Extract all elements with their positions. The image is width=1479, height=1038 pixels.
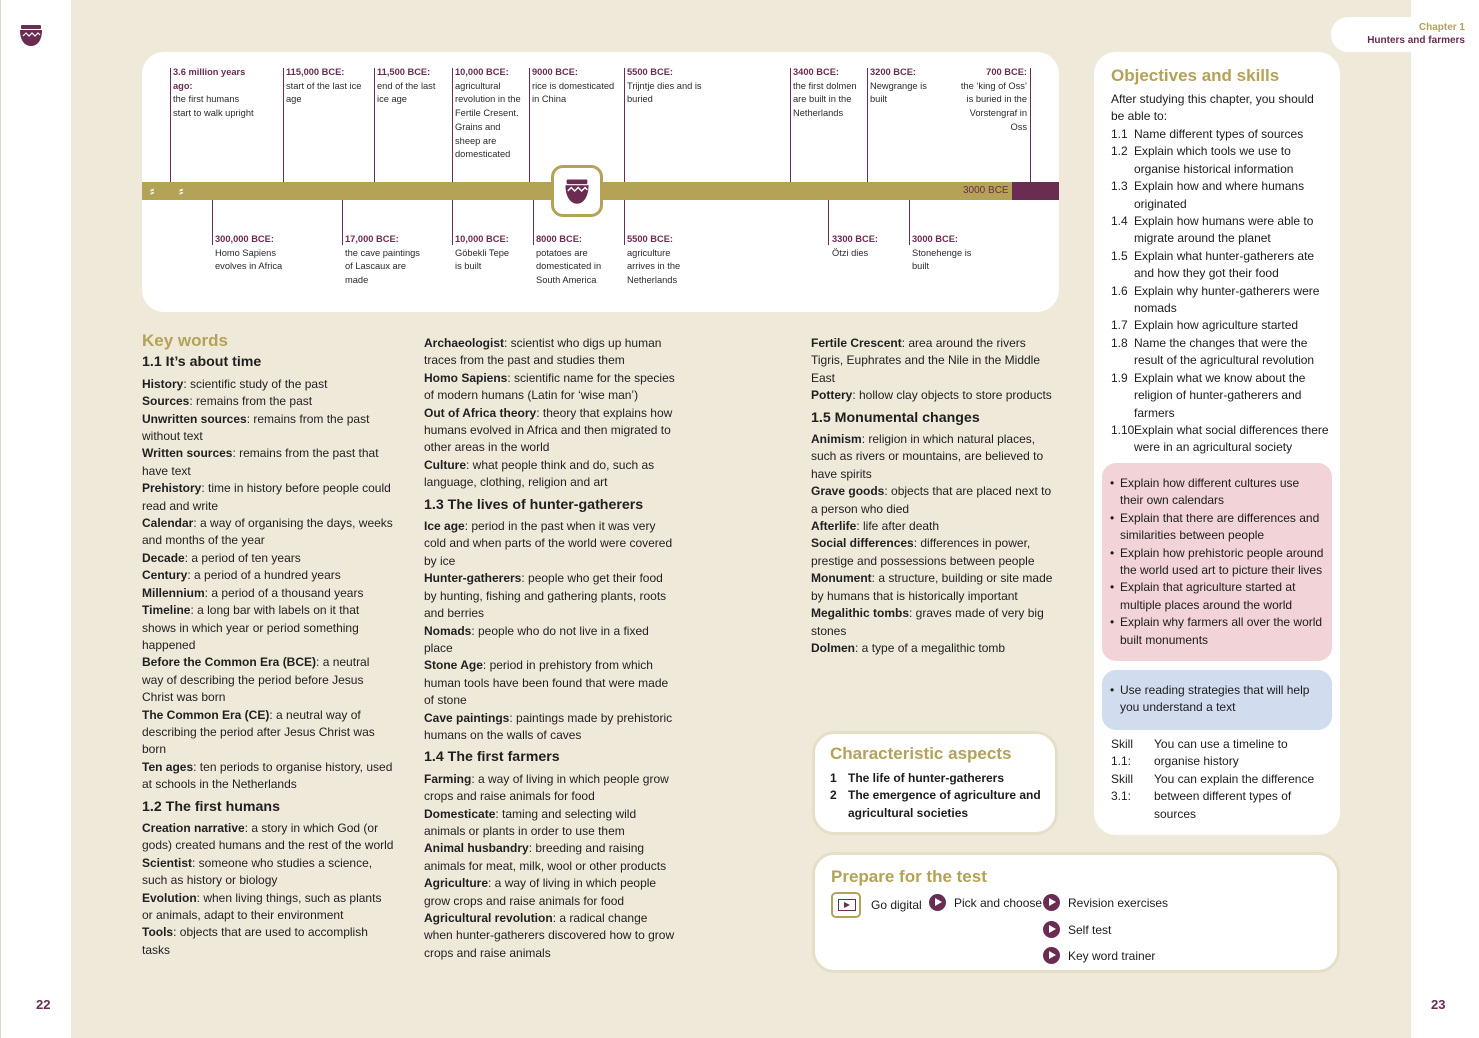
section-heading: 1.3 The lives of hunter-gatherers xyxy=(424,496,644,513)
timeline-marker xyxy=(909,200,910,245)
timeline-marker xyxy=(828,200,829,245)
objective-item xyxy=(1111,422,1333,457)
keyword-entry xyxy=(142,890,394,925)
keyword-definition: : period in prehistory from which human tools have been found that were made of stone xyxy=(424,658,669,708)
objectives-blue-box xyxy=(1102,670,1332,730)
objective-item xyxy=(1111,370,1333,422)
keyword-term: Evolution xyxy=(142,890,197,905)
timeline-event: 8000 BCE: potatoes are domesticated in South America xyxy=(536,234,602,286)
keyword-definition: : taming and selecting wild animals or plants in order to use them xyxy=(424,806,637,838)
keyword-definition: : people who get their food by hunting, fishing and gathering plants, roots and berries xyxy=(424,571,667,621)
keyword-entry xyxy=(424,457,678,492)
objective-number: 1.2 xyxy=(1111,144,1128,159)
keyword-term: Ten ages xyxy=(142,759,194,774)
keyword-term: Timeline xyxy=(142,603,191,618)
prepare-test-box xyxy=(812,852,1340,973)
section-heading: 1.1 It’s about time xyxy=(142,354,262,371)
timeline-break-icon: ⸗ xyxy=(150,183,155,198)
keyword-definition: : a type of a megalithic tomb xyxy=(855,640,1006,655)
keyword-definition: : objects that are used to accomplish tasks xyxy=(142,925,368,957)
keyword-entry xyxy=(142,707,394,759)
keyword-definition: : objects that are placed next to a person who died xyxy=(811,484,1052,516)
timeline-event: 5500 BCE: Trijntje dies and is buried xyxy=(627,67,702,105)
objective-text: Explain what hunter-gatherers ate and how they got their food xyxy=(1134,248,1315,281)
objective-number: 1.4 xyxy=(1111,214,1128,229)
keyword-entry xyxy=(142,376,394,393)
pick-and-choose-link[interactable]: Pick and choose xyxy=(929,894,1042,911)
keyword-term: Century xyxy=(142,568,188,583)
keyword-term: Out of Africa theory xyxy=(424,405,537,420)
bullet-icon: • xyxy=(1110,683,1115,697)
keyword-term: Sources xyxy=(142,394,190,409)
bullet-text: Explain how different cultures use their own calendars xyxy=(1120,476,1300,508)
keyword-definition: : area around the rivers Tigris, Euphrates and the Nile in the Middle East xyxy=(811,336,1041,385)
objective-bullet xyxy=(1110,614,1324,649)
keyword-term: Megalithic tombs xyxy=(811,606,910,621)
objective-item xyxy=(1111,335,1333,370)
timeline-marker xyxy=(1030,68,1031,182)
characteristic-item: 2 The emergence of agriculture and agricultural societies xyxy=(830,788,1041,820)
timeline-pot-badge xyxy=(551,165,603,217)
keyword-term: Fertile Crescent xyxy=(811,336,902,350)
timeline-marker xyxy=(342,200,343,245)
keyword-term: Culture xyxy=(424,457,466,472)
keyword-term: Grave goods xyxy=(811,484,885,499)
keyword-entry xyxy=(142,924,394,959)
page-number-left: 22 xyxy=(36,997,51,1012)
timeline-marker xyxy=(283,68,284,182)
play-icon xyxy=(1043,894,1060,911)
timeline-event: 115,000 BCE: start of the last ice age xyxy=(286,67,362,105)
objective-item xyxy=(1111,126,1333,143)
keyword-term: Animism xyxy=(811,432,862,447)
timeline-event: 17,000 BCE: the cave paintings of Lascaux are made xyxy=(345,234,420,286)
keyword-definition: : a way of living in which people grow crops and raise animals for food xyxy=(424,771,669,804)
keyword-definition: : people who do not live in a fixed place xyxy=(424,623,649,655)
objective-number: 1.1 xyxy=(1111,127,1128,141)
bullet-text: Explain that there are differences and similarities between people xyxy=(1120,510,1320,543)
keyword-entry xyxy=(811,387,1061,404)
page-number-right: 23 xyxy=(1431,997,1446,1012)
keyword-term: Monument xyxy=(811,571,872,586)
keyword-term: Hunter-gatherers xyxy=(424,571,522,586)
characteristic-title: Characteristic aspects xyxy=(830,744,1012,763)
objective-number: 1.5 xyxy=(1111,248,1128,263)
keyword-term: Animal husbandry xyxy=(424,841,529,856)
keyword-entry xyxy=(424,875,678,910)
keyword-term: Tools xyxy=(142,925,174,940)
keyword-entry xyxy=(142,602,394,654)
pot-icon xyxy=(562,176,592,206)
keyword-definition: : time in history before people could read and write xyxy=(142,481,391,513)
prepare-test-title: Prepare for the test xyxy=(831,867,987,886)
keyword-definition: : a period of a hundred years xyxy=(187,568,341,583)
keyword-entry xyxy=(424,806,678,841)
keyword-definition: : life after death xyxy=(856,519,940,534)
keyword-entry xyxy=(424,840,678,875)
objective-bullet xyxy=(1110,579,1324,614)
chapter-label: Chapter 1 xyxy=(1418,22,1465,33)
skill-item: Skill 3.1: You can explain the difference between different types of sources xyxy=(1111,771,1315,821)
timeline-marker xyxy=(529,68,530,182)
section-heading: 1.5 Monumental changes xyxy=(811,409,980,426)
keyword-definition: : graves made of very big stones xyxy=(811,606,1044,638)
keyword-definition: : a neutral way of describing the period after Jesus Christ was born xyxy=(142,707,375,757)
skills-list xyxy=(1111,736,1333,823)
timeline-marker xyxy=(624,68,625,182)
keyword-definition: : hollow clay objects to store products xyxy=(852,388,1052,403)
timeline-marker xyxy=(867,68,868,182)
objective-text: Explain which tools we use to organise historical information xyxy=(1134,144,1294,176)
timeline-event: 5500 BCE: agriculture arrives in the Netherlands xyxy=(627,234,681,286)
bullet-icon: • xyxy=(1110,510,1115,525)
keyword-entry xyxy=(811,570,1061,605)
keywords-title: Key words xyxy=(142,331,228,350)
keyword-definition: : scientist who digs up human traces from the past and studies them xyxy=(424,336,662,368)
objective-bullet xyxy=(1110,475,1324,510)
keywords-column-3 xyxy=(811,335,1061,657)
objective-number: 1.7 xyxy=(1111,318,1128,333)
keyword-entry xyxy=(811,518,1061,535)
keyword-entry xyxy=(142,585,394,602)
keyword-entry xyxy=(142,567,394,584)
keyword-entry xyxy=(142,411,394,446)
keywords-column-2 xyxy=(424,335,678,962)
bullet-icon: • xyxy=(1110,615,1115,630)
keyword-definition: : what people think and do, such as language, clothing, religion and art xyxy=(424,457,655,490)
timeline-event: 10,000 BCE: Göbekli Tepe is built xyxy=(455,234,510,272)
timeline-marker xyxy=(374,68,375,182)
objective-item xyxy=(1111,143,1333,178)
bullet-icon: • xyxy=(1110,476,1115,490)
keyword-term: Cave paintings xyxy=(424,710,510,725)
keyword-term: Stone Age xyxy=(424,658,483,673)
skill-item: Skill 1.1: You can use a timeline to organise history xyxy=(1111,737,1288,769)
play-icon xyxy=(929,894,946,911)
keyword-definition: : religion in which natural places, such as rivers or mountains, are believed to have spirits xyxy=(811,432,1044,481)
timeline-event: 3200 BCE: Newgrange is built xyxy=(870,67,927,105)
laptop-icon xyxy=(831,892,861,918)
keyword-term: Farming xyxy=(424,771,472,786)
keyword-definition: : paintings made by prehistoric humans on the walls of caves xyxy=(424,710,673,742)
keyword-entry xyxy=(142,480,394,515)
keyword-entry xyxy=(424,405,678,457)
keyword-term: Pottery xyxy=(811,388,853,403)
keyword-term: Dolmen xyxy=(811,640,856,655)
keyword-definition: : a period of ten years xyxy=(184,550,301,565)
timeline-event: 300,000 BCE: Homo Sapiens evolves in Africa xyxy=(215,234,283,272)
objective-item xyxy=(1111,248,1333,283)
keyword-entry xyxy=(811,640,1061,657)
keyword-entry xyxy=(142,445,394,480)
keyword-definition: : breeding and raising animals for meat, milk, wool or other products xyxy=(424,841,667,873)
keyword-definition: : remains from the past xyxy=(189,394,313,409)
keyword-definition: : a way of organising the days, weeks and months of the year xyxy=(142,516,393,548)
keyword-definition: : a period of a thousand years xyxy=(204,585,364,600)
keyword-entry xyxy=(142,820,394,855)
objective-number: 1.3 xyxy=(1111,179,1128,194)
keyword-entry xyxy=(142,654,394,706)
objective-text: Name different types of sources xyxy=(1134,127,1304,141)
timeline-event: 11,500 BCE: end of the last ice age xyxy=(377,67,436,105)
objective-number: 1.10 xyxy=(1111,422,1135,437)
keyword-definition: : scientific name for the species of modern humans (Latin for ‘wise man’) xyxy=(424,370,675,403)
objective-item xyxy=(1111,213,1333,248)
timeline-marker xyxy=(212,200,213,245)
pot-logo-icon xyxy=(18,22,44,48)
go-digital-link[interactable]: Go digital xyxy=(831,892,922,918)
self-test-link[interactable]: Self test xyxy=(1043,921,1111,938)
timeline-marker xyxy=(533,200,534,245)
objective-text: Explain what social differences there were in an agricultural society xyxy=(1134,422,1329,455)
chapter-tab xyxy=(1331,17,1479,52)
objective-text: Explain how agriculture started xyxy=(1134,318,1299,333)
keyword-entry xyxy=(811,535,1061,570)
timeline-event: 9000 BCE: rice is domesticated in China xyxy=(532,67,615,105)
timeline-break-icon: ⸗ xyxy=(179,183,184,198)
keyword-entry xyxy=(811,431,1061,483)
objective-item xyxy=(1111,317,1333,334)
keyword-entry xyxy=(424,570,678,622)
timeline-marker xyxy=(452,200,453,245)
bullet-icon: • xyxy=(1110,545,1115,560)
keyword-definition: : a neutral way of describing the period before Jesus Christ was born xyxy=(142,655,370,705)
keyword-definition: : remains from the past that have text xyxy=(142,446,379,478)
timeline-bar-label: 3000 BCE xyxy=(963,185,1009,196)
keyword-term: Before the Common Era (BCE) xyxy=(142,655,317,670)
keyword-entry xyxy=(424,335,678,370)
keywords-column-1 xyxy=(142,332,394,959)
timeline-marker xyxy=(170,68,171,182)
keyword-term: Written sources xyxy=(142,446,233,461)
key-word-trainer-link[interactable]: Key word trainer xyxy=(1043,947,1155,964)
keyword-term: Scientist xyxy=(142,855,193,870)
keyword-term: Social differences xyxy=(811,536,914,551)
bullet-text: Explain why farmers all over the world built monuments xyxy=(1120,615,1323,647)
bullet-icon: • xyxy=(1110,580,1115,595)
keyword-term: Agricultural revolution xyxy=(424,911,553,925)
keyword-term: Creation narrative xyxy=(142,820,245,835)
timeline-event: 700 BCE: the ‘king of Oss’ is buried in the Vorstengraf in Oss xyxy=(960,67,1027,132)
keyword-entry xyxy=(142,855,394,890)
objective-text: Explain how humans were able to migrate around the planet xyxy=(1134,214,1314,246)
keyword-entry xyxy=(142,759,394,794)
objective-bullet xyxy=(1110,545,1324,580)
objective-text: Explain what we know about the religion of hunter-gatherers and farmers xyxy=(1134,370,1306,420)
objective-text: Explain why hunter-gatherers were nomads xyxy=(1134,283,1320,316)
keyword-entry xyxy=(424,623,678,658)
chapter-title: Hunters and farmers xyxy=(1367,35,1465,46)
keyword-term: The Common Era (CE) xyxy=(142,707,270,722)
objective-text: Name the changes that were the result of the agricultural revolution xyxy=(1134,335,1315,368)
keyword-term: Agriculture xyxy=(424,876,489,891)
keyword-entry xyxy=(424,771,678,806)
timeline-event: 3.6 million years ago: the first humans start to walk upright xyxy=(173,67,254,119)
keyword-definition: : differences in power, prestige and possessions between people xyxy=(811,536,1035,568)
play-icon xyxy=(1043,921,1060,938)
keyword-term: Afterlife xyxy=(811,519,857,534)
objective-bullet xyxy=(1110,682,1324,717)
keyword-entry xyxy=(424,710,678,745)
timeline-marker xyxy=(624,200,625,245)
keyword-definition: : a structure, building or site made by humans that is historically important xyxy=(811,571,1053,603)
objectives-title: Objectives and skills xyxy=(1111,66,1280,85)
bullet-text: Explain how prehistoric people around the world used art to picture their lives xyxy=(1120,545,1324,578)
timeline-event: 3400 BCE: the first dolmen are built in the Netherlands xyxy=(793,67,857,119)
keyword-term: History xyxy=(142,376,184,391)
keyword-term: Unwritten sources xyxy=(142,411,247,426)
characteristic-item: 1 The life of hunter-gatherers xyxy=(830,771,1005,785)
objective-number: 1.9 xyxy=(1111,370,1128,385)
objectives-intro: After studying this chapter, you should be able to: xyxy=(1111,92,1314,124)
section-heading: 1.4 The first farmers xyxy=(424,749,560,766)
keyword-entry xyxy=(424,370,678,405)
objective-text: Explain how and where humans originated xyxy=(1134,179,1305,211)
keyword-entry xyxy=(142,393,394,410)
keyword-definition: : when living things, such as plants or animals, adapt to their environment xyxy=(142,890,382,922)
keyword-term: Domesticate xyxy=(424,806,496,821)
objectives-list xyxy=(1111,126,1333,457)
keyword-definition: : period in the past when it was very cold and when parts of the world were covered by ice xyxy=(424,519,673,568)
keyword-entry xyxy=(811,605,1061,640)
keyword-term: Prehistory xyxy=(142,481,202,496)
timeline-bar-end xyxy=(1012,182,1059,200)
keyword-entry xyxy=(424,518,678,570)
keyword-term: Nomads xyxy=(424,623,472,638)
keyword-term: Ice age xyxy=(424,519,465,534)
keyword-definition: : someone who studies a science, such as history or biology xyxy=(142,855,373,888)
objectives-pink-box xyxy=(1102,463,1332,661)
keyword-definition: : a story in which God (or gods) created humans and the rest of the world xyxy=(142,820,394,853)
left-page-margin xyxy=(0,0,71,1038)
keyword-definition: : ten periods to organise history, used at schools in the Netherlands xyxy=(142,759,393,792)
keyword-entry xyxy=(811,483,1061,518)
keyword-entry xyxy=(142,515,394,550)
right-page-margin xyxy=(1411,0,1479,1038)
keyword-term: Archaeologist xyxy=(424,336,505,350)
keyword-term: Decade xyxy=(142,550,185,565)
bullet-text: Explain that agriculture started at multiple places around the world xyxy=(1120,580,1296,612)
characteristic-aspects-box xyxy=(812,731,1058,835)
play-icon xyxy=(1043,947,1060,964)
keyword-definition: : scientific study of the past xyxy=(183,376,328,391)
keyword-definition: : theory that explains how humans evolved in Africa and then migrated to other areas in the world xyxy=(424,405,673,455)
timeline-event: 3300 BCE: Ötzi dies xyxy=(832,234,878,258)
keyword-entry xyxy=(424,910,678,962)
keyword-entry xyxy=(424,657,678,709)
objective-number: 1.8 xyxy=(1111,335,1128,350)
keyword-definition: : a radical change when hunter-gatherers discovered how to grow crops and raise animals xyxy=(424,911,675,960)
section-heading: 1.2 The first humans xyxy=(142,798,280,815)
revision-exercises-link[interactable]: Revision exercises xyxy=(1043,894,1168,911)
timeline-event: 10,000 BCE: agricultural revolution in the Fertile Cresent. Grains and sheep are domesticated xyxy=(455,67,521,160)
keyword-term: Calendar xyxy=(142,516,194,531)
objective-item xyxy=(1111,178,1333,213)
objective-item xyxy=(1111,283,1333,318)
objective-number: 1.6 xyxy=(1111,283,1128,298)
keyword-term: Homo Sapiens xyxy=(424,370,508,385)
timeline-event: 3000 BCE: Stonehenge is built xyxy=(912,234,972,272)
keyword-term: Millennium xyxy=(142,585,205,600)
keyword-entry xyxy=(811,335,1061,387)
keyword-definition: : a long bar with labels on it that shows in which year or period something happened xyxy=(142,603,360,652)
keyword-definition: : a way of living in which people grow crops and raise animals for food xyxy=(424,876,657,908)
timeline-marker xyxy=(452,68,453,182)
keyword-entry xyxy=(142,550,394,567)
timeline-marker xyxy=(790,68,791,182)
objective-bullet xyxy=(1110,510,1324,545)
bullet-text: Use reading strategies that will help you understand a text xyxy=(1120,683,1310,715)
keyword-definition: : remains from the past without text xyxy=(142,411,370,444)
